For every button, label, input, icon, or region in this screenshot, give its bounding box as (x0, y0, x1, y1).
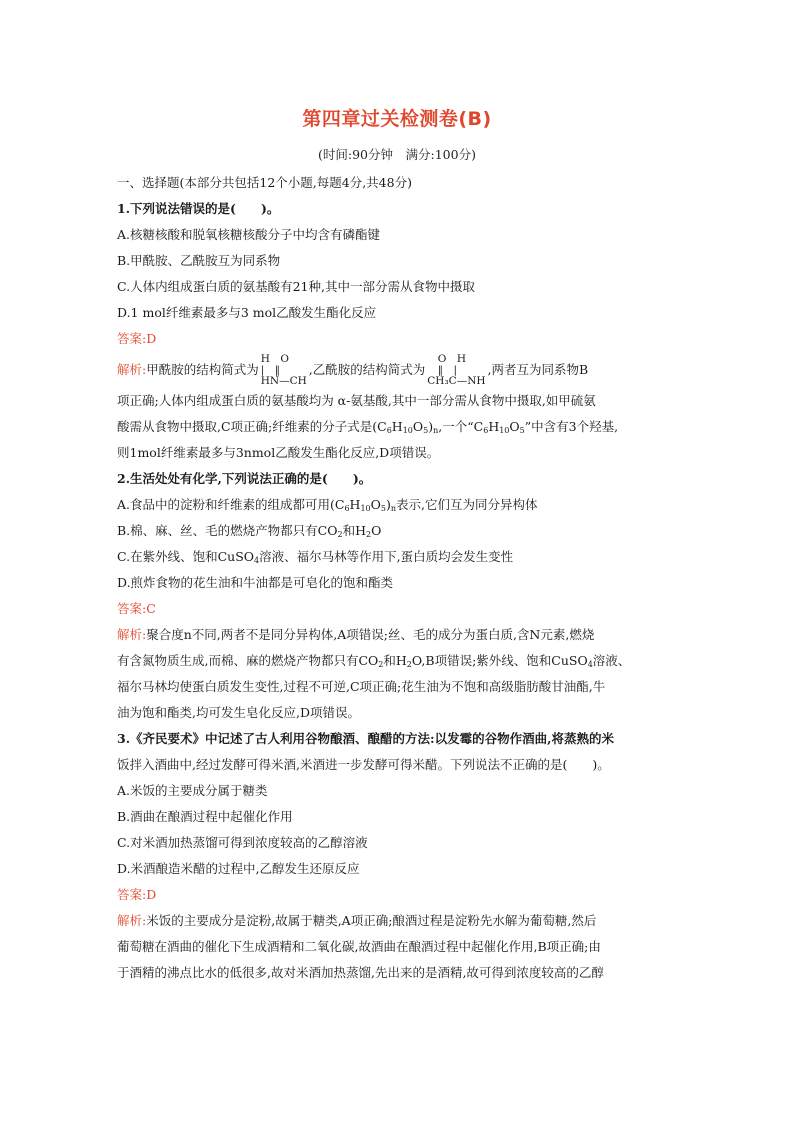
page-subtitle: (时间:90分钟 满分:100分) (318, 147, 476, 162)
acetamide-structure: O H ‖ | CH₃C—NH (427, 353, 486, 387)
question-3-option-d: D.米酒酿造米醋的过程中,乙醇发生还原反应 (117, 861, 360, 876)
question-2-option-c: C.在紫外线、饱和CuSO$_4$溶液、福尔马林等作用下,蛋白质均会发生变性 (117, 549, 514, 565)
question-2-answer: 答案:C (117, 601, 156, 616)
question-2-option-b: B.棉、麻、丝、毛的燃烧产物都只有$CO_2$和$H_2O$ (117, 523, 382, 539)
answer-value: C (146, 601, 156, 616)
explanation-label: 解析: (117, 627, 147, 642)
question-3-option-b: B.酒曲在酿酒过程中起催化作用 (117, 809, 293, 824)
question-3-option-a: A.米饭的主要成分属于糖类 (117, 783, 268, 798)
question-3-option-c: C.对米酒加热蒸馏可得到浓度较高的乙醇溶液 (117, 835, 368, 850)
page-title: 第四章过关检测卷(B) (302, 108, 492, 130)
answer-value: D (146, 887, 157, 902)
question-2-explanation-line-2: 有含氮物质生成,而棉、麻的燃烧产物都只有$CO_2$和$H_2O,B$项错误;紫外线、饱和CuSO$_4$溶液、 (117, 653, 631, 669)
question-2-explanation-line-4: 油为饱和酯类,均可发生皂化反应,D项错误。 (117, 705, 360, 720)
explanation-label: 解析: (117, 362, 147, 377)
question-3-answer: 答案:D (117, 887, 157, 902)
explanation-label: 解析: (117, 913, 147, 928)
question-2-option-a: A.食品中的淀粉和纤维素的组成都可用$(C_6H_{10}O_5)_n$表示,它们互为同分异构体 (117, 497, 538, 513)
question-3-stem-line-1: 3.《齐民要术》中记述了古人利用谷物酿酒、酿醋的方法:以发霉的谷物作酒曲,将蒸熟的米 (117, 731, 615, 746)
section-heading: 一、选择题(本部分共包括12个小题,每题4分,共48分) (117, 175, 412, 190)
question-1-explanation-line-1: 解析:甲酰胺的结构简式为 H O | ‖ HN—CH ,乙酰胺的结构简式为 O H ‖ | CH₃C—NH ,两者互为同系物B (117, 353, 589, 387)
answer-value: D (146, 331, 157, 346)
question-1-stem: 1.下列说法错误的是( )。 (117, 201, 280, 216)
question-3-explanation-line-1: 解析:米饭的主要成分是淀粉,故属于糖类,A项正确;酿酒过程是淀粉先水解为葡萄糖,然后 (117, 913, 597, 928)
question-1-answer: 答案:D (117, 331, 157, 346)
question-1-option-b: B.甲酰胺、乙酰胺互为同系物 (117, 253, 281, 268)
question-1-explanation-line-3: 酸需从食物中摄取,C项正确;纤维素的分子式是$(C_6H_{10}O_5)_n$,一个“$C_6H_{10}O_5$”中含有3个羟基, (117, 419, 619, 435)
question-2-stem: 2.生活处处有化学,下列说法正确的是( )。 (117, 471, 372, 486)
question-3-explanation-line-3: 于酒精的沸点比水的低很多,故对米酒加热蒸馏,先出来的是酒精,故可得到浓度较高的乙醇 (117, 965, 604, 980)
question-1-option-a: A.核糖核酸和脱氧核糖核酸分子中均含有磷酯键 (117, 227, 381, 242)
question-1-explanation-line-4: 则1mol纤维素最多与3nmol乙酸发生酯化反应,D项错误。 (117, 445, 440, 460)
formamide-structure: H O | ‖ HN—CH (260, 353, 307, 387)
question-2-explanation-line-3: 福尔马林均使蛋白质发生变性,过程不可逆,C项正确;花生油为不饱和高级脂肪酸甘油酯,牛 (117, 679, 606, 694)
question-3-explanation-line-2: 葡萄糖在酒曲的催化下生成酒精和二氧化碳,故酒曲在酿酒过程中起催化作用,B项正确;由 (117, 939, 601, 954)
question-1-option-d: D.1 mol纤维素最多与3 mol乙酸发生酯化反应 (117, 305, 377, 320)
question-2-explanation-line-1: 解析:聚合度n不同,两者不是同分异构体,A项错误;丝、毛的成分为蛋白质,含N元素,燃烧 (117, 627, 595, 642)
question-3-stem-line-2: 饭拌入酒曲中,经过发酵可得米酒,米酒进一步发酵可得米醋。下列说法不正确的是( )。 (117, 757, 610, 772)
question-1-explanation-line-2: 项正确;人体内组成蛋白质的氨基酸均为 α-氨基酸,其中一部分需从食物中摄取,如甲硫氨 (117, 393, 596, 408)
document-body (117, 170, 682, 986)
question-1-option-c: C.人体内组成蛋白质的氨基酸有21种,其中一部分需从食物中摄取 (117, 279, 475, 294)
question-2-option-d: D.煎炸食物的花生油和牛油都是可皂化的饱和酯类 (117, 575, 394, 590)
